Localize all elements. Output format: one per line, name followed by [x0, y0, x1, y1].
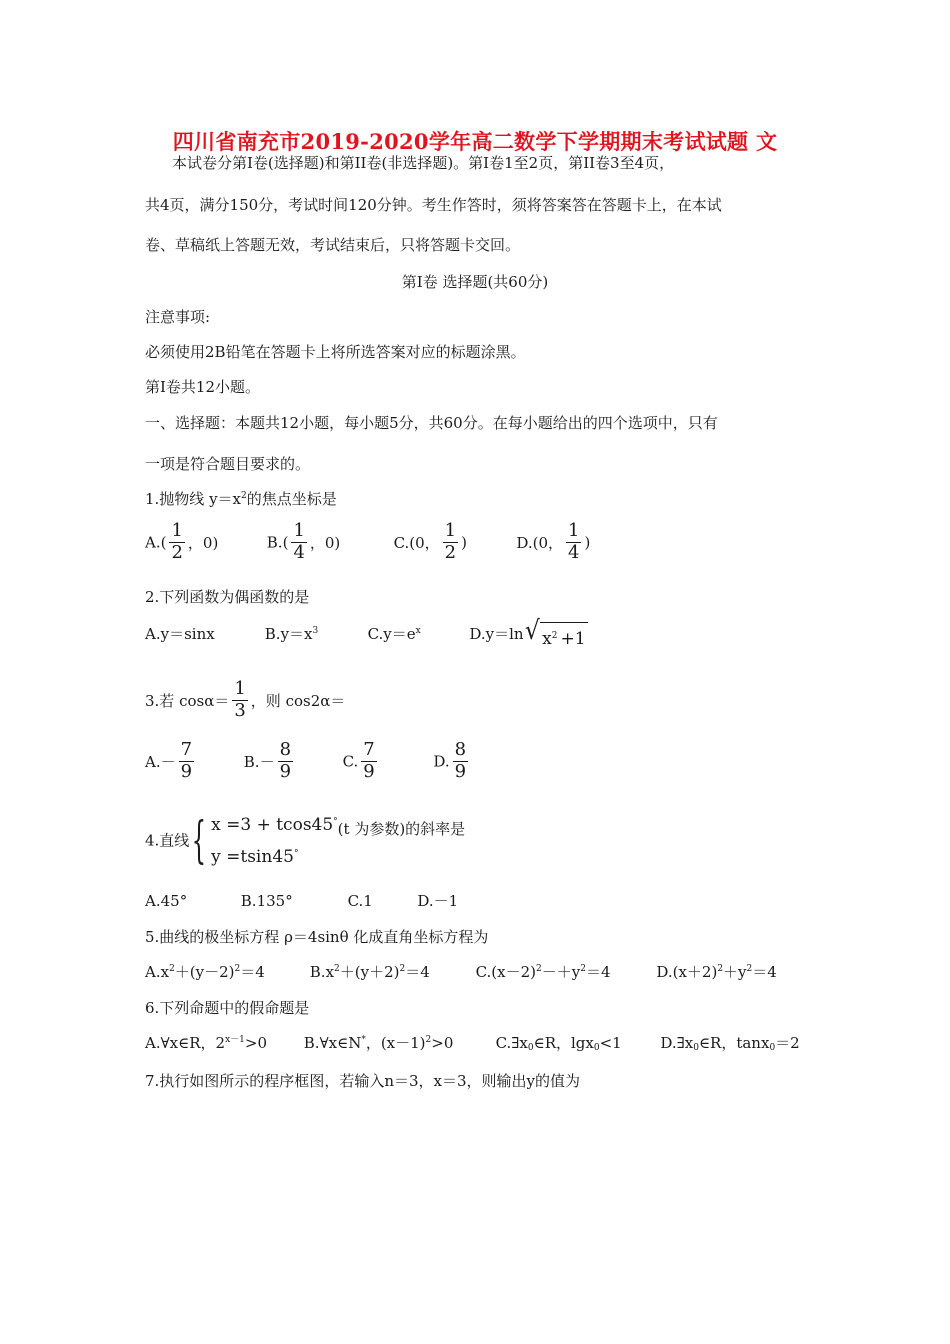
question-6-stem: 6.下列命题中的假命题是	[145, 999, 310, 1017]
option-1d: D.(0， $\frac{1}{4}$ )	[516, 520, 591, 563]
question-1-options	[145, 522, 590, 563]
option-2b: $B.y=x^3$	[264, 625, 319, 643]
question-4-stem: 4.直线 { x =3 + tcos45° y =tsin45° (t 为参数)的斜率是	[145, 808, 465, 872]
option-5d: $D.(x+2)^2+y^2=4$	[656, 963, 777, 981]
fraction: $\frac{8}{9}$	[454, 739, 467, 782]
fraction: $\frac{1}{4}$	[568, 520, 580, 563]
section-heading: 第Ⅰ卷 选择题(共60分)	[401, 273, 549, 291]
notice-title: 注意事项:	[145, 308, 211, 326]
option-4b: B.135°	[240, 891, 293, 910]
option-4a: A.45°	[145, 891, 188, 910]
question-3-options	[145, 741, 471, 782]
option-2a: A.y＝sinx	[145, 625, 215, 643]
option-2d: D.y＝ln √ $x^2 +1$	[469, 616, 586, 649]
equation-system: { x =3 + tcos45° y =tsin45°	[192, 811, 338, 869]
intro-line-1: 本试卷分第Ⅰ卷(选择题)和第II卷(非选择题)。第Ⅰ卷1至2页，第II卷3至4页，	[172, 154, 675, 172]
question-2-options	[145, 618, 588, 649]
left-brace: {	[192, 811, 207, 869]
option-1b: B.( $\frac{1}{4}$ ，0)	[266, 520, 341, 563]
option-3b: B.－ $\frac{8}{9}$	[243, 739, 292, 782]
option-3d: D. $\frac{8}{9}$	[433, 739, 467, 782]
fraction: $\frac{7}{9}$	[363, 739, 375, 782]
question-5-options	[145, 961, 777, 982]
fraction: $\frac{1}{2}$	[171, 520, 183, 563]
instructions-line-1: 一、选择题：本题共12小题，每小题5分，共60分。在每小题给出的四个选项中，只有	[145, 414, 718, 432]
option-4c: C.1	[347, 891, 373, 910]
option-3a: A.－ $\frac{7}{9}$	[145, 739, 193, 782]
option-2c: $C.y=e^x$	[367, 625, 421, 643]
fraction: $\frac{1}{3}$	[234, 678, 246, 721]
question-5-stem: 5.曲线的极坐标方程 ρ＝4sinθ 化成直角坐标方程为	[145, 928, 489, 946]
option-6b: B.∀x∈N*，$(x-1)^2>0$	[303, 1034, 454, 1052]
option-5a: $A.x^2+(y-2)^2=4$	[145, 963, 265, 981]
question-4-options	[145, 890, 458, 911]
fraction: $\frac{8}{9}$	[279, 739, 292, 782]
question-6-options	[145, 1032, 800, 1053]
option-5b: $B.x^2+(y+2)^2=4$	[309, 963, 430, 981]
option-1a: A.( $\frac{1}{2}$ ，0)	[145, 520, 219, 563]
question-1-stem: 1.抛物线 $y=x^2$的焦点坐标是	[145, 490, 337, 508]
part-count: 第Ⅰ卷共12小题。	[145, 378, 261, 396]
option-6c: $C.\exists x_0\in R$，lgx$_0$<1	[495, 1034, 622, 1053]
square-root: √ $x^2 +1$	[524, 616, 586, 649]
notice-text: 必须使用2B铅笔在答题卡上将所选答案对应的标题涂黑。	[145, 343, 526, 361]
option-3c: C. $\frac{7}{9}$	[342, 739, 375, 782]
fraction: $\frac{7}{9}$	[180, 739, 193, 782]
option-1c: C.(0， $\frac{1}{2}$ )	[393, 520, 467, 563]
option-5c: $C.(x-2)^2-+y^2=4$	[475, 963, 611, 981]
instructions-line-2: 一项是符合题目要求的。	[145, 455, 311, 473]
option-6d: $D.\exists x_0\in R$，tanx$_0$＝2	[660, 1034, 800, 1053]
fraction: $\frac{1}{4}$	[293, 520, 305, 563]
option-6a: A.∀x∈R，$2^{x-1}>0$	[145, 1034, 267, 1052]
document-title: 四川省南充市2019-2020学年高二数学下学期期末考试试题 文	[172, 129, 778, 154]
question-3-stem: 3.若 cosα＝ $\frac{1}{3}$ ，则 cos2α＝	[145, 678, 346, 721]
option-4d: D.－1	[417, 892, 459, 910]
intro-line-3: 卷、草稿纸上答题无效，考试结束后，只将答题卡交回。	[145, 236, 521, 254]
fraction: $\frac{1}{2}$	[444, 520, 457, 563]
intro-line-2: 共4页，满分150分，考试时间120分钟。考生作答时，须将答案答在答题卡上，在本试	[145, 196, 722, 214]
question-7-stem: 7.执行如图所示的程序框图，若输入n＝3，x＝3，则输出y的值为	[145, 1072, 580, 1090]
question-2-stem: 2.下列函数为偶函数的是	[145, 588, 310, 606]
